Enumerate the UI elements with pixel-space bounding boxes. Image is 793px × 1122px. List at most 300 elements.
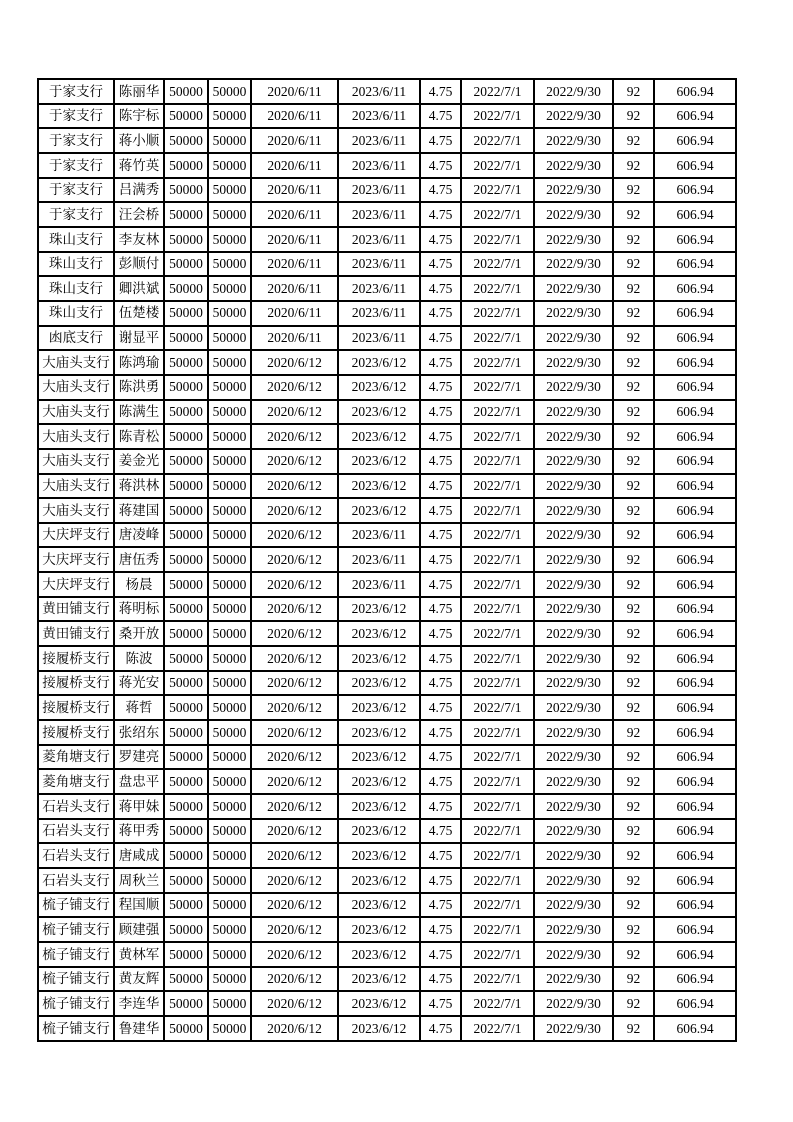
- cell-amount-2: 50000: [208, 326, 251, 351]
- cell-maturity-date: 2023/6/12: [338, 843, 420, 868]
- cell-value-date: 2020/6/12: [251, 572, 338, 597]
- cell-interest-amount: 606.94: [654, 79, 736, 104]
- cell-interest-period-start: 2022/7/1: [461, 720, 534, 745]
- cell-amount-2: 50000: [208, 572, 251, 597]
- cell-branch: 石岩头支行: [38, 819, 114, 844]
- cell-maturity-date: 2023/6/12: [338, 424, 420, 449]
- cell-interest-rate: 4.75: [420, 498, 461, 523]
- cell-interest-period-end: 2022/9/30: [534, 178, 613, 203]
- cell-interest-days: 92: [613, 991, 654, 1016]
- cell-interest-rate: 4.75: [420, 350, 461, 375]
- cell-interest-rate: 4.75: [420, 991, 461, 1016]
- cell-branch: 梳子铺支行: [38, 991, 114, 1016]
- table-row: [38, 474, 736, 499]
- table-row: [38, 178, 736, 203]
- cell-interest-period-end: 2022/9/30: [534, 449, 613, 474]
- cell-amount-1: 50000: [164, 474, 208, 499]
- cell-interest-days: 92: [613, 843, 654, 868]
- cell-maturity-date: 2023/6/12: [338, 474, 420, 499]
- cell-amount-1: 50000: [164, 301, 208, 326]
- cell-interest-period-end: 2022/9/30: [534, 153, 613, 178]
- cell-branch: 于家支行: [38, 202, 114, 227]
- cell-interest-period-start: 2022/7/1: [461, 819, 534, 844]
- cell-interest-period-start: 2022/7/1: [461, 769, 534, 794]
- cell-interest-period-end: 2022/9/30: [534, 424, 613, 449]
- cell-interest-rate: 4.75: [420, 104, 461, 129]
- cell-interest-period-end: 2022/9/30: [534, 276, 613, 301]
- cell-amount-1: 50000: [164, 498, 208, 523]
- cell-interest-rate: 4.75: [420, 252, 461, 277]
- cell-customer-name: 桑开放: [114, 621, 164, 646]
- cell-customer-name: 陈满生: [114, 400, 164, 425]
- cell-maturity-date: 2023/6/12: [338, 449, 420, 474]
- cell-interest-rate: 4.75: [420, 868, 461, 893]
- loan-table: [37, 78, 737, 1042]
- cell-interest-days: 92: [613, 375, 654, 400]
- cell-amount-2: 50000: [208, 276, 251, 301]
- cell-amount-1: 50000: [164, 942, 208, 967]
- cell-branch: 于家支行: [38, 178, 114, 203]
- cell-interest-period-start: 2022/7/1: [461, 375, 534, 400]
- cell-interest-rate: 4.75: [420, 819, 461, 844]
- cell-maturity-date: 2023/6/12: [338, 769, 420, 794]
- cell-maturity-date: 2023/6/12: [338, 745, 420, 770]
- cell-maturity-date: 2023/6/12: [338, 893, 420, 918]
- cell-interest-period-end: 2022/9/30: [534, 942, 613, 967]
- cell-interest-rate: 4.75: [420, 153, 461, 178]
- cell-interest-rate: 4.75: [420, 400, 461, 425]
- cell-interest-period-start: 2022/7/1: [461, 523, 534, 548]
- cell-interest-rate: 4.75: [420, 424, 461, 449]
- cell-value-date: 2020/6/12: [251, 843, 338, 868]
- cell-amount-2: 50000: [208, 917, 251, 942]
- cell-interest-period-end: 2022/9/30: [534, 326, 613, 351]
- cell-customer-name: 彭顺付: [114, 252, 164, 277]
- cell-branch: 大庙头支行: [38, 474, 114, 499]
- cell-customer-name: 杨晨: [114, 572, 164, 597]
- table-row: [38, 252, 736, 277]
- cell-amount-1: 50000: [164, 1016, 208, 1041]
- cell-customer-name: 蒋竹英: [114, 153, 164, 178]
- cell-interest-rate: 4.75: [420, 326, 461, 351]
- cell-amount-1: 50000: [164, 572, 208, 597]
- cell-branch: 大庆坪支行: [38, 547, 114, 572]
- table-row: [38, 843, 736, 868]
- cell-customer-name: 罗建亮: [114, 745, 164, 770]
- cell-interest-amount: 606.94: [654, 498, 736, 523]
- cell-value-date: 2020/6/12: [251, 695, 338, 720]
- cell-interest-period-end: 2022/9/30: [534, 794, 613, 819]
- cell-interest-amount: 606.94: [654, 375, 736, 400]
- cell-interest-period-end: 2022/9/30: [534, 917, 613, 942]
- cell-interest-period-start: 2022/7/1: [461, 843, 534, 868]
- cell-interest-period-end: 2022/9/30: [534, 375, 613, 400]
- cell-amount-2: 50000: [208, 1016, 251, 1041]
- cell-interest-rate: 4.75: [420, 276, 461, 301]
- cell-branch: 接履桥支行: [38, 646, 114, 671]
- table-row: [38, 326, 736, 351]
- cell-maturity-date: 2023/6/12: [338, 671, 420, 696]
- cell-interest-period-start: 2022/7/1: [461, 572, 534, 597]
- cell-interest-rate: 4.75: [420, 843, 461, 868]
- cell-customer-name: 伍楚楼: [114, 301, 164, 326]
- cell-interest-period-start: 2022/7/1: [461, 942, 534, 967]
- cell-amount-2: 50000: [208, 671, 251, 696]
- table-row: [38, 523, 736, 548]
- table-row: [38, 153, 736, 178]
- cell-interest-period-end: 2022/9/30: [534, 695, 613, 720]
- cell-interest-days: 92: [613, 695, 654, 720]
- cell-value-date: 2020/6/12: [251, 424, 338, 449]
- cell-interest-days: 92: [613, 893, 654, 918]
- cell-interest-period-start: 2022/7/1: [461, 252, 534, 277]
- cell-branch: 凼底支行: [38, 326, 114, 351]
- cell-interest-rate: 4.75: [420, 1016, 461, 1041]
- cell-maturity-date: 2023/6/11: [338, 227, 420, 252]
- cell-interest-amount: 606.94: [654, 276, 736, 301]
- cell-customer-name: 鲁建华: [114, 1016, 164, 1041]
- cell-value-date: 2020/6/11: [251, 227, 338, 252]
- cell-customer-name: 蒋明标: [114, 597, 164, 622]
- cell-amount-2: 50000: [208, 202, 251, 227]
- cell-interest-rate: 4.75: [420, 720, 461, 745]
- table-row: [38, 79, 736, 104]
- cell-interest-period-end: 2022/9/30: [534, 991, 613, 1016]
- cell-amount-1: 50000: [164, 326, 208, 351]
- cell-value-date: 2020/6/11: [251, 252, 338, 277]
- cell-interest-days: 92: [613, 942, 654, 967]
- cell-interest-rate: 4.75: [420, 375, 461, 400]
- table-row: [38, 572, 736, 597]
- cell-branch: 黄田铺支行: [38, 621, 114, 646]
- cell-interest-amount: 606.94: [654, 769, 736, 794]
- cell-interest-days: 92: [613, 424, 654, 449]
- table-row: [38, 794, 736, 819]
- cell-interest-rate: 4.75: [420, 917, 461, 942]
- cell-interest-days: 92: [613, 819, 654, 844]
- cell-interest-period-end: 2022/9/30: [534, 745, 613, 770]
- cell-interest-rate: 4.75: [420, 523, 461, 548]
- cell-amount-1: 50000: [164, 153, 208, 178]
- cell-amount-2: 50000: [208, 400, 251, 425]
- cell-interest-amount: 606.94: [654, 400, 736, 425]
- cell-value-date: 2020/6/11: [251, 276, 338, 301]
- cell-amount-2: 50000: [208, 720, 251, 745]
- cell-interest-rate: 4.75: [420, 942, 461, 967]
- cell-interest-period-start: 2022/7/1: [461, 202, 534, 227]
- cell-interest-period-end: 2022/9/30: [534, 547, 613, 572]
- cell-branch: 珠山支行: [38, 252, 114, 277]
- cell-amount-1: 50000: [164, 621, 208, 646]
- cell-branch: 梳子铺支行: [38, 967, 114, 992]
- cell-interest-amount: 606.94: [654, 547, 736, 572]
- cell-amount-1: 50000: [164, 252, 208, 277]
- cell-interest-period-end: 2022/9/30: [534, 621, 613, 646]
- cell-interest-days: 92: [613, 597, 654, 622]
- cell-interest-days: 92: [613, 967, 654, 992]
- cell-customer-name: 唐凌峰: [114, 523, 164, 548]
- cell-interest-period-start: 2022/7/1: [461, 991, 534, 1016]
- cell-value-date: 2020/6/12: [251, 794, 338, 819]
- table-row: [38, 128, 736, 153]
- table-row: [38, 893, 736, 918]
- cell-interest-days: 92: [613, 671, 654, 696]
- cell-interest-amount: 606.94: [654, 991, 736, 1016]
- cell-interest-rate: 4.75: [420, 449, 461, 474]
- cell-interest-rate: 4.75: [420, 301, 461, 326]
- cell-amount-1: 50000: [164, 547, 208, 572]
- cell-interest-days: 92: [613, 301, 654, 326]
- cell-interest-period-end: 2022/9/30: [534, 597, 613, 622]
- cell-interest-days: 92: [613, 547, 654, 572]
- cell-interest-period-start: 2022/7/1: [461, 424, 534, 449]
- cell-interest-period-start: 2022/7/1: [461, 178, 534, 203]
- cell-branch: 菱角塘支行: [38, 769, 114, 794]
- cell-maturity-date: 2023/6/11: [338, 153, 420, 178]
- cell-maturity-date: 2023/6/12: [338, 720, 420, 745]
- table-row: [38, 104, 736, 129]
- cell-amount-2: 50000: [208, 893, 251, 918]
- cell-amount-1: 50000: [164, 720, 208, 745]
- cell-amount-1: 50000: [164, 868, 208, 893]
- table-row: [38, 449, 736, 474]
- cell-branch: 菱角塘支行: [38, 745, 114, 770]
- cell-value-date: 2020/6/12: [251, 745, 338, 770]
- cell-amount-1: 50000: [164, 967, 208, 992]
- cell-value-date: 2020/6/12: [251, 547, 338, 572]
- cell-interest-days: 92: [613, 572, 654, 597]
- cell-interest-rate: 4.75: [420, 745, 461, 770]
- cell-interest-period-start: 2022/7/1: [461, 79, 534, 104]
- cell-value-date: 2020/6/12: [251, 621, 338, 646]
- cell-maturity-date: 2023/6/12: [338, 375, 420, 400]
- cell-maturity-date: 2023/6/12: [338, 917, 420, 942]
- cell-amount-1: 50000: [164, 917, 208, 942]
- cell-interest-days: 92: [613, 104, 654, 129]
- cell-amount-1: 50000: [164, 202, 208, 227]
- table-row: [38, 202, 736, 227]
- cell-maturity-date: 2023/6/12: [338, 498, 420, 523]
- cell-value-date: 2020/6/12: [251, 819, 338, 844]
- table-row: [38, 1016, 736, 1041]
- cell-maturity-date: 2023/6/12: [338, 695, 420, 720]
- cell-interest-amount: 606.94: [654, 326, 736, 351]
- cell-maturity-date: 2023/6/12: [338, 868, 420, 893]
- cell-amount-1: 50000: [164, 178, 208, 203]
- cell-interest-amount: 606.94: [654, 843, 736, 868]
- table-row: [38, 967, 736, 992]
- cell-interest-days: 92: [613, 202, 654, 227]
- cell-value-date: 2020/6/12: [251, 350, 338, 375]
- cell-interest-period-end: 2022/9/30: [534, 301, 613, 326]
- cell-maturity-date: 2023/6/12: [338, 621, 420, 646]
- cell-maturity-date: 2023/6/11: [338, 326, 420, 351]
- cell-interest-period-start: 2022/7/1: [461, 227, 534, 252]
- cell-interest-period-end: 2022/9/30: [534, 202, 613, 227]
- cell-value-date: 2020/6/11: [251, 326, 338, 351]
- cell-customer-name: 吕满秀: [114, 178, 164, 203]
- cell-interest-period-start: 2022/7/1: [461, 547, 534, 572]
- cell-interest-days: 92: [613, 128, 654, 153]
- cell-customer-name: 蒋甲秀: [114, 819, 164, 844]
- cell-customer-name: 盘忠平: [114, 769, 164, 794]
- cell-interest-amount: 606.94: [654, 252, 736, 277]
- cell-interest-amount: 606.94: [654, 1016, 736, 1041]
- cell-value-date: 2020/6/12: [251, 671, 338, 696]
- cell-interest-rate: 4.75: [420, 178, 461, 203]
- cell-interest-rate: 4.75: [420, 695, 461, 720]
- cell-interest-amount: 606.94: [654, 178, 736, 203]
- cell-interest-days: 92: [613, 794, 654, 819]
- cell-interest-amount: 606.94: [654, 720, 736, 745]
- cell-interest-days: 92: [613, 498, 654, 523]
- table-row: [38, 942, 736, 967]
- cell-interest-amount: 606.94: [654, 819, 736, 844]
- cell-interest-period-end: 2022/9/30: [534, 128, 613, 153]
- cell-amount-1: 50000: [164, 276, 208, 301]
- cell-amount-1: 50000: [164, 523, 208, 548]
- table-row: [38, 745, 736, 770]
- cell-interest-amount: 606.94: [654, 646, 736, 671]
- cell-interest-amount: 606.94: [654, 301, 736, 326]
- cell-amount-2: 50000: [208, 375, 251, 400]
- cell-value-date: 2020/6/12: [251, 893, 338, 918]
- cell-interest-period-start: 2022/7/1: [461, 498, 534, 523]
- cell-interest-period-end: 2022/9/30: [534, 819, 613, 844]
- cell-interest-amount: 606.94: [654, 893, 736, 918]
- cell-customer-name: 陈宇标: [114, 104, 164, 129]
- cell-branch: 珠山支行: [38, 301, 114, 326]
- cell-amount-2: 50000: [208, 227, 251, 252]
- cell-interest-amount: 606.94: [654, 695, 736, 720]
- cell-amount-1: 50000: [164, 350, 208, 375]
- cell-value-date: 2020/6/11: [251, 79, 338, 104]
- cell-amount-2: 50000: [208, 745, 251, 770]
- cell-interest-period-end: 2022/9/30: [534, 646, 613, 671]
- table-row: [38, 547, 736, 572]
- cell-interest-period-end: 2022/9/30: [534, 252, 613, 277]
- table-row: [38, 991, 736, 1016]
- cell-interest-period-start: 2022/7/1: [461, 646, 534, 671]
- cell-amount-1: 50000: [164, 695, 208, 720]
- cell-interest-rate: 4.75: [420, 671, 461, 696]
- cell-maturity-date: 2023/6/12: [338, 991, 420, 1016]
- cell-interest-days: 92: [613, 769, 654, 794]
- cell-maturity-date: 2023/6/12: [338, 597, 420, 622]
- cell-branch: 石岩头支行: [38, 868, 114, 893]
- cell-interest-period-end: 2022/9/30: [534, 769, 613, 794]
- cell-interest-days: 92: [613, 178, 654, 203]
- table-row: [38, 424, 736, 449]
- cell-interest-days: 92: [613, 350, 654, 375]
- table-row: [38, 720, 736, 745]
- cell-branch: 大庙头支行: [38, 449, 114, 474]
- cell-value-date: 2020/6/12: [251, 646, 338, 671]
- cell-value-date: 2020/6/11: [251, 128, 338, 153]
- cell-amount-2: 50000: [208, 474, 251, 499]
- cell-value-date: 2020/6/12: [251, 942, 338, 967]
- cell-interest-period-end: 2022/9/30: [534, 227, 613, 252]
- cell-interest-rate: 4.75: [420, 547, 461, 572]
- cell-interest-period-end: 2022/9/30: [534, 104, 613, 129]
- cell-interest-days: 92: [613, 79, 654, 104]
- cell-interest-days: 92: [613, 449, 654, 474]
- cell-interest-period-start: 2022/7/1: [461, 794, 534, 819]
- cell-value-date: 2020/6/12: [251, 449, 338, 474]
- cell-interest-period-start: 2022/7/1: [461, 671, 534, 696]
- cell-interest-period-start: 2022/7/1: [461, 326, 534, 351]
- cell-value-date: 2020/6/12: [251, 868, 338, 893]
- cell-customer-name: 黄林军: [114, 942, 164, 967]
- cell-interest-days: 92: [613, 646, 654, 671]
- cell-customer-name: 谢显平: [114, 326, 164, 351]
- cell-value-date: 2020/6/12: [251, 400, 338, 425]
- table-row: [38, 646, 736, 671]
- cell-value-date: 2020/6/12: [251, 375, 338, 400]
- cell-amount-2: 50000: [208, 498, 251, 523]
- cell-interest-days: 92: [613, 621, 654, 646]
- table-row: [38, 695, 736, 720]
- cell-maturity-date: 2023/6/11: [338, 301, 420, 326]
- cell-amount-1: 50000: [164, 646, 208, 671]
- cell-customer-name: 程国顺: [114, 893, 164, 918]
- cell-value-date: 2020/6/11: [251, 202, 338, 227]
- cell-amount-1: 50000: [164, 375, 208, 400]
- cell-interest-period-start: 2022/7/1: [461, 449, 534, 474]
- cell-branch: 大庙头支行: [38, 375, 114, 400]
- cell-interest-rate: 4.75: [420, 769, 461, 794]
- cell-interest-rate: 4.75: [420, 572, 461, 597]
- cell-interest-amount: 606.94: [654, 523, 736, 548]
- cell-branch: 珠山支行: [38, 227, 114, 252]
- cell-interest-days: 92: [613, 400, 654, 425]
- cell-amount-1: 50000: [164, 769, 208, 794]
- cell-value-date: 2020/6/12: [251, 991, 338, 1016]
- cell-interest-amount: 606.94: [654, 424, 736, 449]
- cell-interest-days: 92: [613, 153, 654, 178]
- cell-branch: 于家支行: [38, 153, 114, 178]
- cell-branch: 梳子铺支行: [38, 917, 114, 942]
- cell-amount-2: 50000: [208, 128, 251, 153]
- cell-branch: 于家支行: [38, 128, 114, 153]
- cell-amount-2: 50000: [208, 153, 251, 178]
- cell-amount-2: 50000: [208, 547, 251, 572]
- cell-amount-1: 50000: [164, 893, 208, 918]
- cell-branch: 梳子铺支行: [38, 942, 114, 967]
- cell-amount-1: 50000: [164, 400, 208, 425]
- cell-maturity-date: 2023/6/11: [338, 104, 420, 129]
- cell-interest-period-start: 2022/7/1: [461, 400, 534, 425]
- cell-amount-2: 50000: [208, 79, 251, 104]
- cell-interest-period-start: 2022/7/1: [461, 893, 534, 918]
- cell-branch: 于家支行: [38, 104, 114, 129]
- cell-interest-rate: 4.75: [420, 227, 461, 252]
- cell-amount-2: 50000: [208, 646, 251, 671]
- cell-customer-name: 蒋建国: [114, 498, 164, 523]
- cell-interest-period-start: 2022/7/1: [461, 276, 534, 301]
- cell-interest-amount: 606.94: [654, 104, 736, 129]
- cell-interest-period-start: 2022/7/1: [461, 967, 534, 992]
- cell-interest-amount: 606.94: [654, 202, 736, 227]
- cell-amount-2: 50000: [208, 424, 251, 449]
- cell-customer-name: 李连华: [114, 991, 164, 1016]
- cell-amount-1: 50000: [164, 227, 208, 252]
- cell-interest-period-end: 2022/9/30: [534, 79, 613, 104]
- cell-branch: 大庙头支行: [38, 350, 114, 375]
- cell-maturity-date: 2023/6/12: [338, 646, 420, 671]
- table-row: [38, 868, 736, 893]
- cell-interest-period-start: 2022/7/1: [461, 128, 534, 153]
